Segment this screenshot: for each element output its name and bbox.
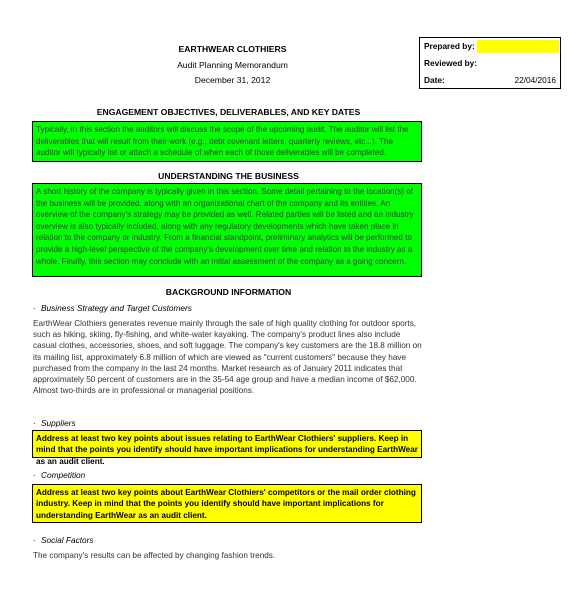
prepared-by-field[interactable]: [477, 40, 559, 53]
reviewed-by-row: [420, 55, 560, 72]
social-heading-text: Social Factors: [41, 535, 94, 545]
competition-heading: [33, 470, 85, 480]
social-text[interactable]: The company's results can be affected by changing fashion trends.: [33, 551, 276, 560]
competition-text-box[interactable]: Address at least two key points about EarthWear Clothiers' competitors or the mail order clothing industry. Keep in mind that the points you identify should have important implications for understanding EarthWear as an audit client.: [32, 484, 422, 523]
memo-date: December 31, 2012: [194, 75, 271, 85]
preparer-info-box: [419, 37, 561, 89]
engagement-text-box[interactable]: Typically, in this section the auditors will discuss the scope of the upcoming audit. The auditor will list the deliverables that will result from their work (e.g., debt covenant letters, quarterly reviews, etc...). The auditor will typically list or attach a schedule of when each of those deliverables will be completed.: [32, 121, 422, 162]
background-title: BACKGROUND INFORMATION: [165, 287, 292, 297]
suppliers-text-box[interactable]: Address at least two key points about issues relating to EarthWear Clothiers' suppliers. Keep in mind that the points you identify should have important implications for understanding EarthWear as an audit client.: [32, 430, 422, 458]
bullet-icon: ·: [33, 535, 36, 545]
engagement-title: ENGAGEMENT OBJECTIVES, DELIVERABLES, AND KEY DATES: [96, 107, 361, 117]
strategy-heading-text: Business Strategy and Target Customers: [41, 303, 192, 313]
understanding-title: UNDERSTANDING THE BUSINESS: [158, 171, 299, 181]
suppliers-heading: [33, 418, 76, 428]
date-value[interactable]: 22/04/2016: [514, 75, 556, 85]
document-type: Audit Planning Memorandum: [177, 60, 288, 70]
bullet-icon: ·: [33, 303, 36, 313]
bullet-icon: ·: [33, 418, 36, 428]
strategy-heading: [33, 303, 192, 313]
reviewed-by-label: Reviewed by:: [424, 58, 478, 68]
prepared-by-row: [420, 38, 560, 55]
suppliers-heading-text: Suppliers: [41, 418, 76, 428]
prepared-by-label: Prepared by:: [424, 41, 475, 51]
date-row: [420, 72, 560, 89]
strategy-text[interactable]: EarthWear Clothiers generates revenue mainly through the sale of high quality clothing for outdoor sports, such as hiking, skiing, fly-fishing, and white-water kayaking. The company's product lines also include casual clothes, accessories, shoes, and soft luggage. The company's key customers are the 18.8 million on its mailing list, approximately 6.8 million of which are viewed as "current customers" because they have purchased from the company in the last 24 months. Market research as of January 2011 indicates that approximately 50 percent of customers are in the 35-54 age group and have a median income of $62,000. Almost two-thirds are in professional or managerial positions.: [33, 319, 422, 396]
date-label: Date:: [424, 75, 445, 85]
understanding-text-box[interactable]: A short history of the company is typically given in this section. Some detail pertaining to the location(s) of the business will be provided, along with an organizational chart of the company and its entities. An overview of the company's strategy may be provided as well. Related parties will be listed and an industry overview is also typically included, along with any regulatory developments which have taken place in relation to the company or industry. From a financial standpoint, preliminary analytics will be performed to provide a high-level perspective of the company's development over time and relation to the industry as a whole. Finally, this section may conclude with an initial assessment of the company as a going concern.: [32, 183, 422, 277]
social-heading: [33, 535, 94, 545]
bullet-icon: ·: [33, 470, 36, 480]
competition-heading-text: Competition: [41, 470, 86, 480]
company-name: EARTHWEAR CLOTHIERS: [178, 44, 287, 54]
